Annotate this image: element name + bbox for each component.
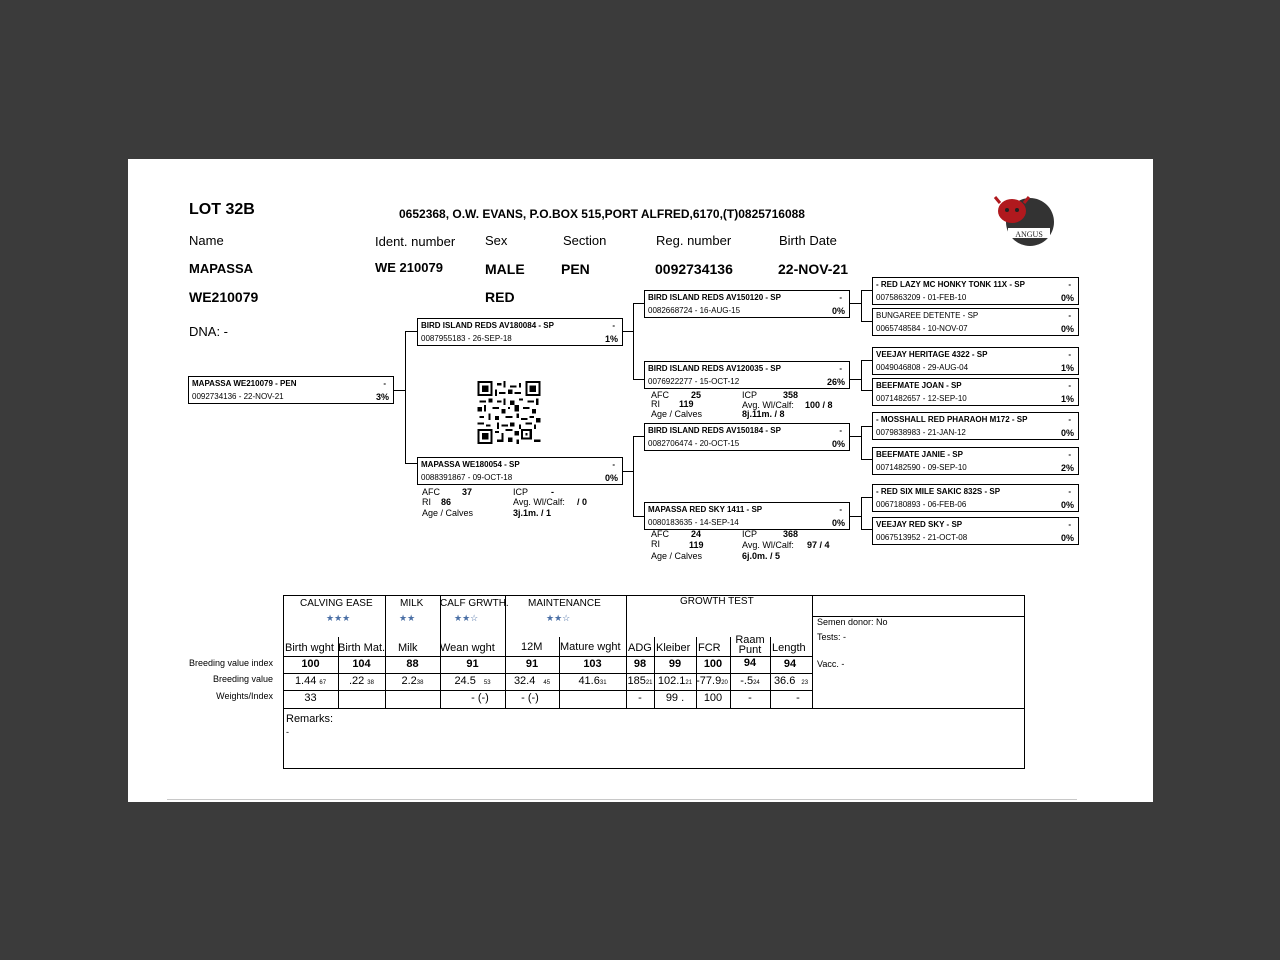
pedigree-box-ssd[interactable]: BUNGAREE DETENTE - SP - 0065748584 - 10-NOV-07 0% [872, 308, 1079, 336]
col-milk: Milk [398, 642, 418, 654]
dam-avg-label: Avg. Wl/Calf: [513, 497, 565, 507]
label-reg: Reg. number [656, 233, 732, 248]
sd-ri-value: 119 [679, 399, 694, 409]
dam-ri-label: RI [422, 497, 431, 507]
bv-cell: 18521 [627, 675, 653, 687]
dd-ri-value: 119 [689, 540, 704, 550]
bv-cell: -77.920 [696, 675, 728, 687]
col-12m: 12M [521, 641, 543, 653]
label-birth: Birth Date [779, 233, 837, 248]
page-edge-line [167, 799, 1077, 800]
sd-afc-value: 25 [691, 390, 702, 400]
wi-cell: - [748, 692, 752, 704]
bvi-cell: 94 [783, 658, 797, 670]
group-milk: MILK [400, 598, 424, 609]
dam-afc-value: 37 [462, 487, 473, 497]
dd-avg-label: Avg. Wl/Calf: [742, 540, 794, 550]
col-mature-weight: Mature wght [560, 641, 621, 653]
milk-stars: ★★ [399, 613, 416, 623]
calf-growth-stars: ★★☆ [454, 613, 479, 623]
row-label-wi: Weights/Index [216, 691, 273, 701]
maintenance-stars: ★★☆ [546, 613, 571, 623]
owner-address: 0652368, O.W. EVANS, P.O.BOX 515,PORT ALFRED,6170,(T)0825716088 [399, 207, 805, 221]
dna-status: DNA: - [189, 324, 228, 339]
wi-cell: - (-) [521, 692, 539, 704]
animal-name: MAPASSA [189, 261, 254, 276]
pedigree-box-sdd[interactable]: BEEFMATE JOAN - SP - 0071482657 - 12-SEP-10 1% [872, 378, 1079, 406]
bv-cell: 24.5 53 [454, 675, 491, 687]
dd-afc-value: 24 [691, 529, 702, 539]
col-raam-punt: Raam Punt [735, 634, 765, 656]
animal-name2: WE210079 [189, 289, 259, 305]
label-sex: Sex [485, 233, 508, 248]
bv-cell: 2.238 [401, 675, 424, 687]
sd-icp-label: ICP [742, 390, 758, 400]
dam-icp-value: - [551, 487, 554, 497]
bv-cell: 1.44 67 [294, 675, 327, 687]
group-growth-test: GROWTH TEST [680, 596, 754, 607]
label-ident: Ident. number [375, 234, 456, 249]
wi-cell: - [796, 692, 800, 704]
sd-icp-value: 358 [783, 390, 799, 400]
col-birth-mat: Birth Mat. [338, 642, 386, 654]
pedigree-box-sss[interactable]: - RED LAZY MC HONKY TONK 11X - SP - 0075863209 - 01-FEB-10 0% [872, 277, 1079, 305]
semen-donor: Semen donor: No [817, 617, 888, 627]
lot-number: LOT 32B [189, 201, 255, 218]
dd-ri-label: RI [651, 539, 660, 549]
wi-cell: - (-) [471, 692, 489, 704]
dd-age-value: 6j.0m. / 5 [742, 551, 781, 561]
bvi-cell: 100 [301, 658, 320, 670]
vaccinations: Vacc. - [817, 659, 845, 669]
pedigree-box-dsd[interactable]: BEEFMATE JANIE - SP - 0071482590 - 09-SEP-10 2% [872, 447, 1079, 475]
pedigree-box-self[interactable]: MAPASSA WE210079 - PEN - 0092734136 - 22-NOV-21 3% [188, 376, 394, 404]
bv-cell: 41.631 [578, 675, 607, 687]
bv-cell: 36.6 23 [773, 675, 809, 687]
bvi-cell: 91 [525, 658, 539, 670]
pedigree-box-sire-dam[interactable]: BIRD ISLAND REDS AV120035 - SP - 0076922277 - 15-OCT-12 26% [644, 361, 850, 389]
bvi-cell: 88 [406, 658, 419, 670]
pedigree-box-dds[interactable]: - RED SIX MILE SAKIC 832S - SP - 0067180893 - 06-FEB-06 0% [872, 484, 1079, 512]
dd-avg-value: 97 / 4 [807, 540, 830, 550]
wi-cell: 100 [703, 692, 723, 704]
wi-cell: 33 [304, 692, 317, 704]
col-length: Length [772, 642, 806, 654]
wi-cell: 99 . [665, 692, 685, 704]
pedigree-box-sire-sire[interactable]: BIRD ISLAND REDS AV150120 - SP - 0082668724 - 16-AUG-15 0% [644, 290, 850, 318]
sd-avg-value: 100 / 8 [805, 400, 833, 410]
col-kleiber: Kleiber [656, 642, 691, 654]
bv-cell: .22 38 [349, 675, 374, 687]
bvi-cell: 98 [633, 658, 647, 670]
remarks-text: - [286, 727, 289, 737]
group-maintenance: MAINTENANCE [528, 598, 601, 609]
animal-ident: WE 210079 [375, 260, 443, 275]
row-label-bv: Breeding value [212, 674, 273, 684]
svg-text:ANGUS: ANGUS [1015, 230, 1043, 239]
dd-icp-value: 368 [783, 529, 799, 539]
dam-age-label: Age / Calves [422, 508, 474, 518]
sd-ri-label: RI [651, 399, 660, 409]
remarks-label: Remarks: [286, 713, 334, 725]
bvi-cell: 103 [583, 658, 602, 670]
angus-logo [992, 193, 1056, 249]
bv-cell: 32.4 45 [513, 675, 551, 687]
pedigree-box-ddd[interactable]: VEEJAY RED SKY - SP - 0067513952 - 21-OCT-08 0% [872, 517, 1079, 545]
sd-age-value: 8j.11m. / 8 [742, 409, 785, 419]
sd-avg-label: Avg. Wl/Calf: [742, 400, 794, 410]
animal-sex: MALE [485, 261, 525, 277]
bv-cell: 102.121 [657, 675, 693, 687]
dd-afc-label: AFC [651, 529, 669, 539]
calving-ease-stars: ★★★ [326, 613, 351, 623]
col-birth-weight: Birth wght [285, 642, 334, 654]
dam-icp-label: ICP [513, 487, 529, 497]
dam-age-value: 3j.1m. / 1 [513, 508, 552, 518]
pedigree-box-dam-dam[interactable]: MAPASSA RED SKY 1411 - SP - 0080183635 - 14-SEP-14 0% [644, 502, 850, 530]
qr-code [476, 381, 542, 444]
dd-age-label: Age / Calves [651, 551, 703, 561]
label-section: Section [563, 233, 607, 248]
bv-cell: -.524 [740, 675, 760, 687]
wi-cell: - [638, 692, 642, 704]
bvi-cell: 94 [743, 657, 757, 669]
dam-afc-label: AFC [422, 487, 440, 497]
bvi-cell: 104 [352, 658, 371, 670]
pedigree-box-sds[interactable]: VEEJAY HERITAGE 4322 - SP - 0049046808 - 29-AUG-04 1% [872, 347, 1079, 375]
dam-ri-value: 86 [441, 497, 452, 507]
col-adg: ADG [628, 642, 652, 654]
label-name: Name [189, 233, 224, 248]
bvi-cell: 91 [466, 658, 479, 670]
tests: Tests: - [817, 632, 847, 642]
dd-icp-label: ICP [742, 529, 758, 539]
pedigree-box-dss[interactable]: - MOSSHALL RED PHARAOH M172 - SP - 0079838983 - 21-JAN-12 0% [872, 412, 1079, 440]
group-calf-growth: CALF GRWTH. [440, 598, 509, 609]
bvi-cell: 100 [703, 658, 723, 670]
animal-section: PEN [561, 261, 590, 277]
pedigree-box-sire[interactable]: BIRD ISLAND REDS AV180084 - SP - 0087955183 - 26-SEP-18 1% [417, 318, 623, 346]
col-wean-weight: Wean wght [440, 642, 495, 654]
animal-reg: 0092734136 [655, 261, 733, 277]
pedigree-box-dam-sire[interactable]: BIRD ISLAND REDS AV150184 - SP - 0082706474 - 20-OCT-15 0% [644, 423, 850, 451]
group-calving-ease: CALVING EASE [300, 598, 373, 609]
sd-afc-label: AFC [651, 390, 669, 400]
sd-age-label: Age / Calves [651, 409, 703, 419]
pedigree-box-dam[interactable]: MAPASSA WE180054 - SP - 0088391867 - 09-OCT-18 0% [417, 457, 623, 485]
animal-color: RED [485, 289, 515, 305]
animal-birth: 22-NOV-21 [778, 261, 849, 277]
row-label-bvi: Breeding value index [188, 658, 273, 668]
col-fcr: FCR [698, 642, 721, 654]
bvi-cell: 99 [668, 658, 682, 670]
dam-avg-value: / 0 [577, 497, 588, 507]
